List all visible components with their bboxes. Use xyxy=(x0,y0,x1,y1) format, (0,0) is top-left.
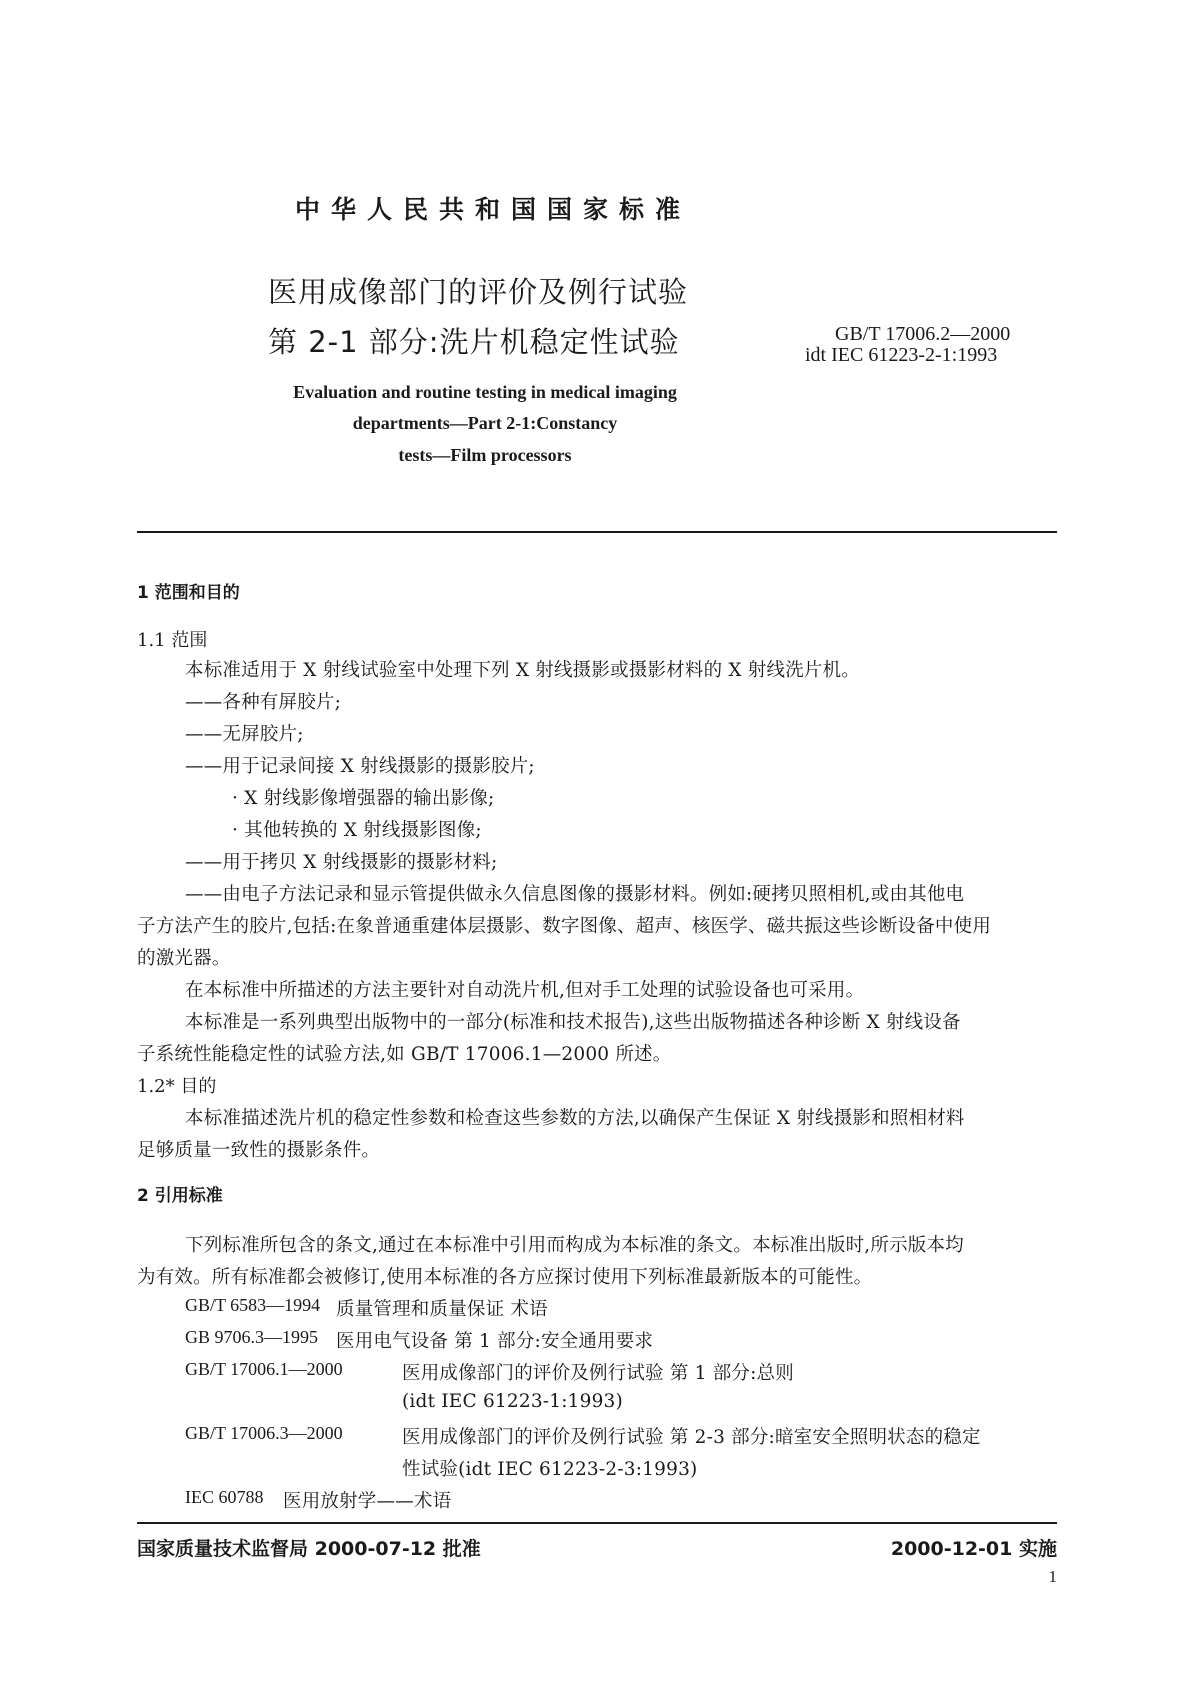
list-item: ——由电子方法记录和显示管提供做永久信息图像的摄影材料。例如:硬拷贝照相机,或由其他电 xyxy=(185,884,965,905)
paragraph-line: 的激光器。 xyxy=(137,948,231,969)
idt-code: idt IEC 61223-2-1:1993 xyxy=(805,344,998,366)
paragraph-line: 子方法产生的胶片,包括:在象普通重建体层摄影、数字图像、超声、核医学、磁共振这些诊断设备中使用 xyxy=(137,916,992,937)
reference-code: GB/T 6583—1994 xyxy=(185,1295,321,1315)
page-number: 1 xyxy=(1048,1567,1057,1586)
sub-list-item: · 其他转换的 X 射线摄影图像; xyxy=(232,820,482,841)
reference-title-continued: 性试验(idt IEC 61223-2-3:1993) xyxy=(402,1459,698,1480)
section-2-heading: 2 引用标准 xyxy=(137,1186,223,1206)
paragraph: 本标准适用于 X 射线试验室中处理下列 X 射线摄影或摄影材料的 X 射线洗片机。 xyxy=(185,660,860,681)
section-1-2-heading: 1.2* 目的 xyxy=(137,1076,217,1097)
reference-code: GB/T 17006.3—2000 xyxy=(185,1423,343,1443)
reference-title-continued: (idt IEC 61223-1:1993) xyxy=(402,1391,623,1412)
effective-date: 2000-12-01 实施 xyxy=(890,1538,1057,1560)
list-item: ——无屏胶片; xyxy=(185,724,304,745)
english-title-line3: tests—Film processors xyxy=(398,445,572,465)
reference-code: GB/T 17006.1—2000 xyxy=(185,1359,343,1379)
paragraph: 在本标准中所描述的方法主要针对自动洗片机,但对手工处理的试验设备也可采用。 xyxy=(185,980,865,1001)
reference-title: 质量管理和质量保证 术语 xyxy=(336,1299,548,1320)
footer-divider xyxy=(137,1522,1057,1524)
reference-code: GB 9706.3—1995 xyxy=(185,1327,319,1347)
paragraph-line: 为有效。所有标准都会被修订,使用本标准的各方应探讨使用下列标准最新版本的可能性。 xyxy=(137,1267,873,1288)
section-1-1-heading: 1.1 范围 xyxy=(137,630,208,651)
header-divider xyxy=(137,531,1057,533)
approval-date: 国家质量技术监督局 2000-07-12 批准 xyxy=(137,1538,481,1560)
list-item: ——用于拷贝 X 射线摄影的摄影材料; xyxy=(185,852,498,873)
paragraph: 本标准是一系列典型出版物中的一部分(标准和技术报告),这些出版物描述各种诊断 X 射线设备 xyxy=(185,1012,961,1033)
reference-code: IEC 60788 xyxy=(185,1487,264,1507)
english-title-line2: departments—Part 2-1:Constancy xyxy=(352,413,618,433)
paragraph: 下列标准所包含的条文,通过在本标准中引用而构成为本标准的条文。本标准出版时,所示版本均 xyxy=(185,1235,964,1256)
list-item: ——用于记录间接 X 射线摄影的摄影胶片; xyxy=(185,756,535,777)
paragraph: 本标准描述洗片机的稳定性参数和检查这些参数的方法,以确保产生保证 X 射线摄影和照相材料 xyxy=(185,1108,965,1129)
standard-code: GB/T 17006.2—2000 xyxy=(835,323,1011,345)
national-standard-heading: 中华人民共和国国家标准 xyxy=(295,195,692,224)
paragraph-line: 足够质量一致性的摄影条件。 xyxy=(137,1140,381,1161)
english-title-line1: Evaluation and routine testing in medical imaging xyxy=(293,382,677,402)
reference-title: 医用放射学——术语 xyxy=(283,1491,452,1512)
paragraph-line: 子系统性能稳定性的试验方法,如 GB/T 17006.1—2000 所述。 xyxy=(137,1044,672,1065)
sub-list-item: · X 射线影像增强器的输出影像; xyxy=(232,788,495,809)
document-title-line2: 第 2-1 部分:洗片机稳定性试验 xyxy=(268,325,680,359)
reference-title: 医用成像部门的评价及例行试验 第 1 部分:总则 xyxy=(402,1363,794,1384)
document-title-line1: 医用成像部门的评价及例行试验 xyxy=(268,275,689,309)
list-item: ——各种有屏胶片; xyxy=(185,692,342,713)
section-1-heading: 1 范围和目的 xyxy=(137,583,240,603)
reference-title: 医用电气设备 第 1 部分:安全通用要求 xyxy=(336,1331,654,1352)
reference-title: 医用成像部门的评价及例行试验 第 2-3 部分:暗室安全照明状态的稳定 xyxy=(402,1427,981,1448)
